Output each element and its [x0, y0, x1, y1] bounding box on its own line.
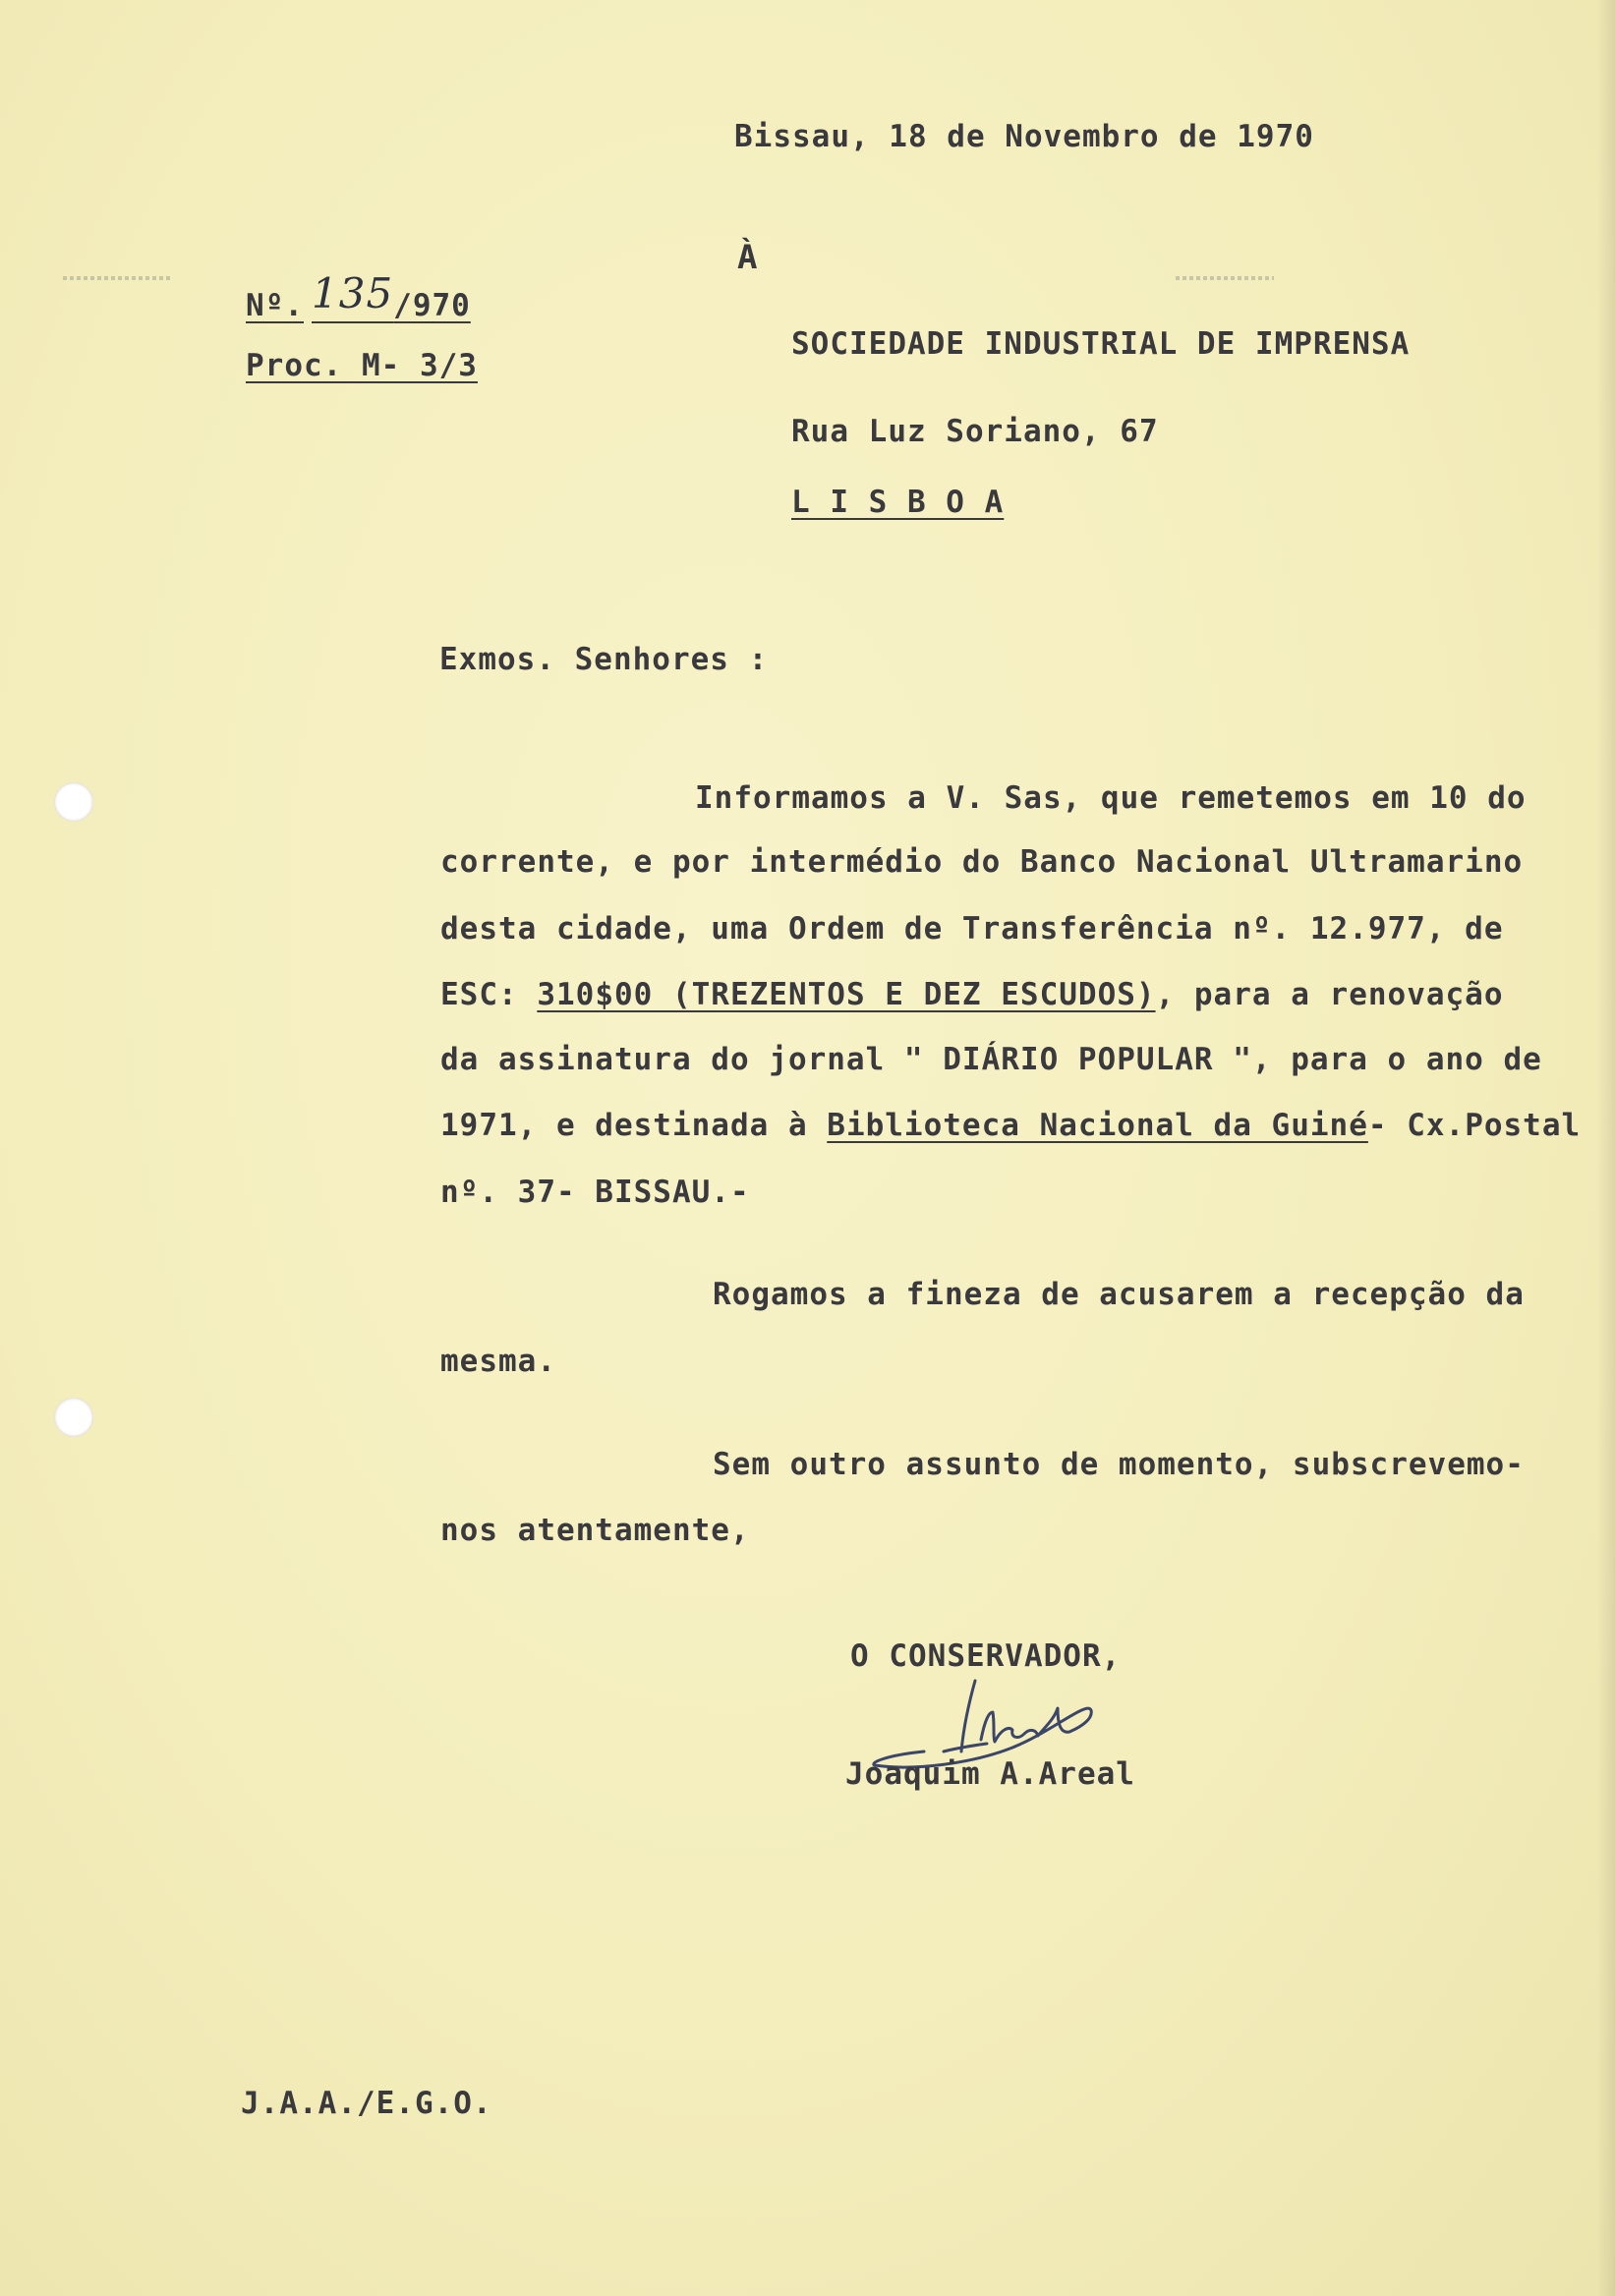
recipient-street: Rua Luz Soriano, 67 — [791, 414, 1159, 449]
amount-suffix: , para a renovação — [1155, 977, 1504, 1012]
library-name: Biblioteca Nacional da Guiné — [827, 1108, 1368, 1143]
letter-date: Bissau, 18 de Novembro de 1970 — [734, 119, 1314, 154]
header-smudge-right — [1176, 276, 1274, 280]
destination-suffix: - Cx.Postal — [1367, 1108, 1582, 1143]
punch-hole-bottom — [54, 1398, 93, 1437]
body-line-10: Sem outro assunto de momento, subscrevemo- — [713, 1447, 1525, 1482]
body-line-2: corrente, e por intermédio do Banco Nacional Ultramarino — [440, 844, 1524, 880]
body-line-9: mesma. — [440, 1344, 556, 1379]
typist-initials: J.A.A./E.G.O. — [241, 2086, 492, 2121]
body-line-8: Rogamos a fineza de acusarem a recepção da — [713, 1277, 1525, 1312]
amount-value: 310$00 (TREZENTOS E DEZ ESCUDOS) — [537, 977, 1156, 1012]
signature-title: O CONSERVADOR, — [850, 1638, 1122, 1674]
greeting: Exmos. Senhores : — [439, 642, 769, 677]
reference-process: Proc. M- 3/3 — [246, 348, 478, 383]
amount-prefix: ESC: — [440, 977, 538, 1012]
recipient-prefix: À — [737, 238, 759, 277]
header-smudge-left — [63, 276, 171, 280]
body-line-3: desta cidade, uma Ordem de Transferência nº. 12.977, de — [440, 911, 1504, 947]
reference-number — [246, 269, 471, 323]
reference-number-prefix: Nº. — [246, 288, 304, 323]
destination-prefix: 1971, e destinada à — [440, 1108, 828, 1143]
reference-number-suffix: /970 — [393, 288, 471, 323]
punch-hole-top — [54, 782, 93, 822]
signature-name: Joaquim A.Areal — [845, 1756, 1135, 1792]
reference-number-handwritten: 135 — [312, 269, 394, 317]
body-line-4 — [440, 977, 1504, 1012]
recipient-name: SOCIEDADE INDUSTRIAL DE IMPRENSA — [791, 326, 1411, 362]
body-line-6 — [440, 1108, 1582, 1143]
body-line-1: Informamos a V. Sas, que remetemos em 10 do — [695, 780, 1527, 816]
body-line-11: nos atentamente, — [440, 1513, 750, 1548]
recipient-city: L I S B O A — [791, 485, 1005, 520]
body-line-5: da assinatura do jornal " DIÁRIO POPULAR ", para o ano de — [440, 1042, 1542, 1077]
body-line-7: nº. 37- BISSAU.- — [440, 1175, 750, 1210]
